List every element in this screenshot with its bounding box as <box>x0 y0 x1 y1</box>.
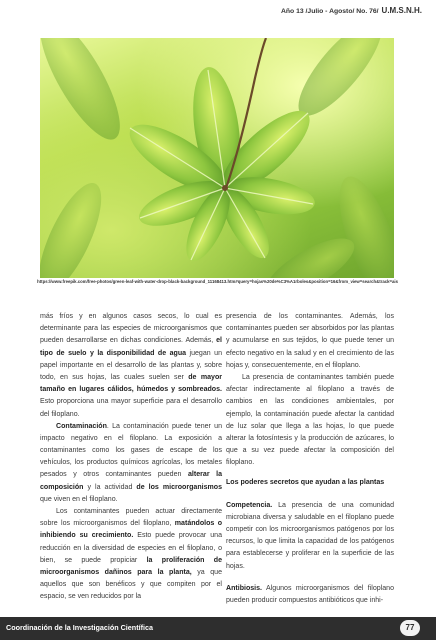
text-run: juegan un papel importante en el desarrollo de las plantas y, sobre todo, en sus hojas, las cuales suelen ser <box>40 349 222 381</box>
text-run: Los contaminantes pueden actuar directamente sobre los microorganismos del filoplano, <box>40 508 222 528</box>
paragraph-contaminacion <box>40 421 222 506</box>
paragraph-contaminant-effects <box>40 506 222 604</box>
paragraph-absorption <box>226 311 394 372</box>
paragraph-climate <box>40 311 222 421</box>
bold-text: la proliferación de microorganismos dañinos para la planta, <box>40 556 222 576</box>
paragraph-antibiosis <box>226 583 394 607</box>
text-run: ya que aquellos que son benéficos y que compiten por el espacio, se ven reducidos por la <box>40 568 222 601</box>
text-run: más fríos y en algunos casos secos, lo cual es determinante para las especies de microorganismos que pueden desarrollarse en dichas condiciones. Además, <box>40 313 222 345</box>
bold-text: Competencia. <box>226 501 273 509</box>
paragraph-competencia <box>226 500 394 573</box>
text-run: presencia de los contaminantes. Además, los contaminantes pueden ser absorbidos por las plantas y acumularse en sus tejidos, lo que puede tener un efecto negativo en la salud y en el crecimiento de las hojas y, consecuentemente, en el filoplano. <box>226 313 394 369</box>
running-header <box>281 6 422 15</box>
issue-info: Año 13 /Julio - Agosto/ No. 76/ <box>280 8 379 15</box>
spacer <box>226 573 394 583</box>
bold-text: el tipo de suelo y la disponibilidad de agua <box>40 337 222 357</box>
bold-text: de mayor tamaño en lugares cálidos, húmedos y sombreados. <box>40 373 222 394</box>
page-number: 77 <box>400 620 420 636</box>
text-run: Esto proporciona una mayor superficie para el desarrollo del filoplano. <box>40 398 222 418</box>
bold-text: alterar la composición <box>40 471 223 491</box>
text-run: que viven en el filoplano. <box>40 495 118 503</box>
text-run: La presencia de una comunidad microbiana diversa y saludable en el filoplano puede competir con los microorganismos patógenos por los recursos, lo que limita la capacidad de los patógenos para establecerse y proliferar en la superficie de las hojas. <box>226 501 394 570</box>
bold-text: Contaminación <box>56 422 107 430</box>
journal-name: U.M.S.N.H. <box>381 6 422 15</box>
bold-text: matándolos o inhibiendo su crecimiento. <box>40 520 223 540</box>
text-run: La presencia de contaminantes también puede afectar indirectamente al filoplano a través de cambios en las condiciones ambientales, por ejemplo, la contaminación puede afectar la cantidad de luz solar que llega a las hojas, lo que puede alterar la fotosíntesis y la producción de azúcares, lo que a su vez puede afectar la composición del filoplano. <box>226 373 394 467</box>
paragraph-indirect-effects <box>226 372 394 470</box>
text-run: Algunos microorganismos del filoplano pueden producir compuestos antibióticos que inhi- <box>226 584 394 604</box>
page-footer <box>0 617 436 640</box>
left-column <box>40 311 222 604</box>
footer-title: Coordinación de la Investigación Científica <box>6 623 153 632</box>
leaf-photo <box>40 38 394 278</box>
bold-text: de los microorganismos <box>136 483 222 491</box>
spacer <box>226 490 394 500</box>
text-run: y la actividad <box>83 483 137 491</box>
text-run: . La contaminación puede tener un impacto negativo en el filoplano. La exposición a contaminantes como los gases de escape de los vehículos, los productos químicos agrícolas, los metales pesados y otros contaminantes pueden <box>40 422 222 479</box>
text-run: Esto puede provocar una reducción en la diversidad de especies en el filoplano, o bien, se puede propiciar <box>40 532 222 564</box>
section-subheading: Los poderes secretos que ayudan a las plantas <box>226 479 385 487</box>
bold-text: Antibiosis. <box>226 584 263 592</box>
right-column <box>226 311 394 607</box>
photo-credit: https://www.freepik.com/free-photos/green-leaf-with-water-drop-black-background_11168413.htm#query=hojas%20de%C3%A1rboles&position=16&from_view=search&track=ais <box>37 279 398 284</box>
leaf-illustration <box>40 38 394 278</box>
spacer <box>226 469 394 477</box>
